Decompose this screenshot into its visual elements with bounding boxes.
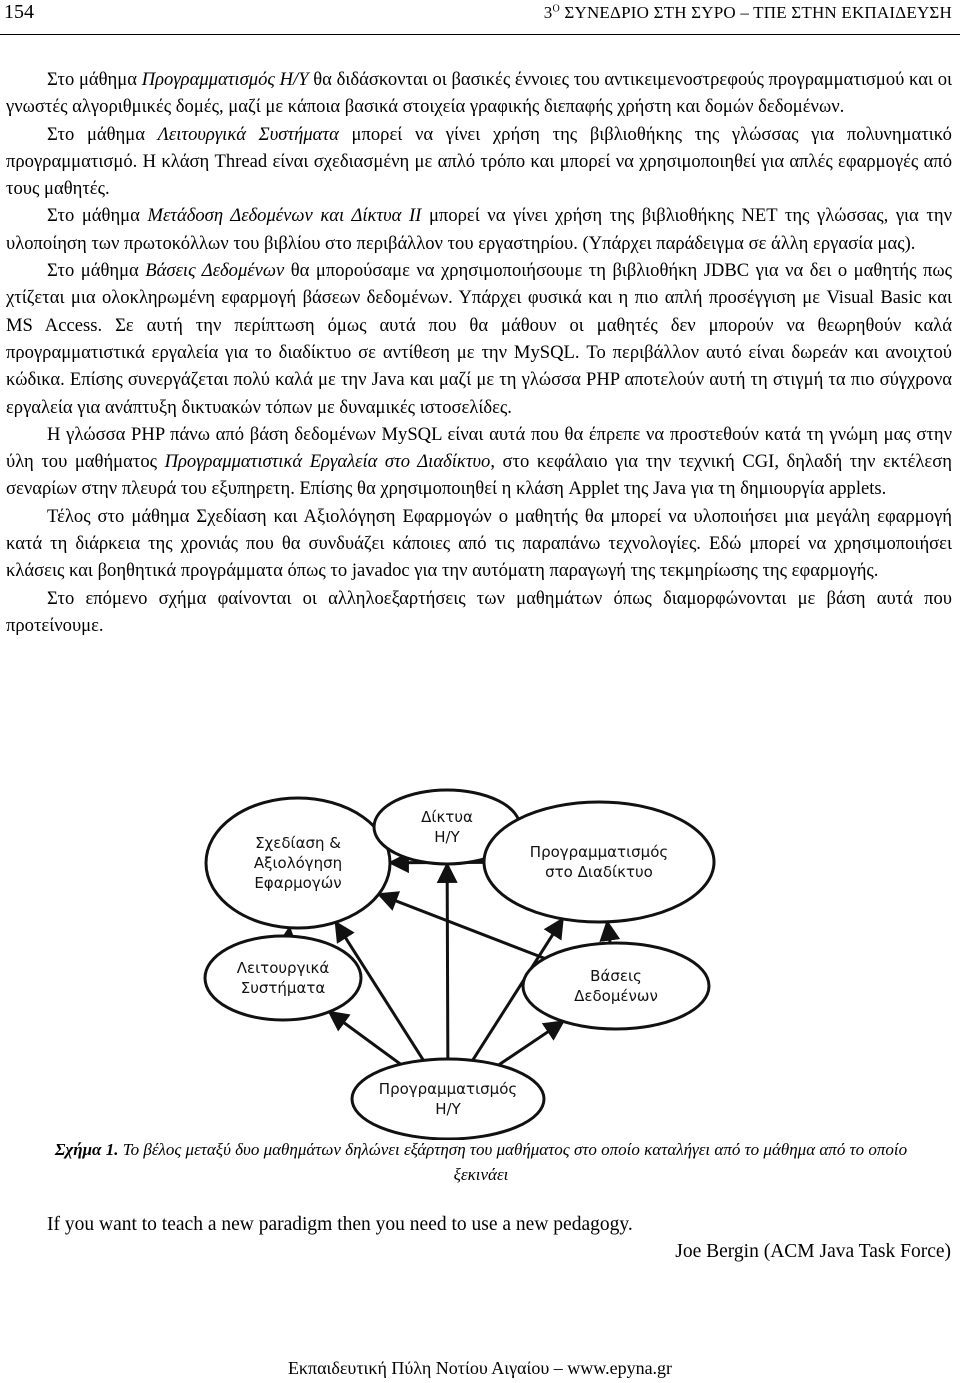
course-ellipse [484,802,714,922]
page-number: 154 [4,1,34,23]
course-name: Λειτουργικά Συστήματα [157,123,339,145]
epigraph-author: Joe Bergin (ACM Java Task Force) [675,1241,951,1262]
course-label: Προγραμματισμός [378,1080,518,1098]
course-ellipse [352,1059,544,1139]
diagram-svg [200,785,800,1140]
running-title-number: 3 [543,3,553,22]
course-label: Σχεδίαση & [255,834,341,852]
running-title-superscript: Ο [552,3,560,15]
paragraph-text: μπορεί να γίνει χρήση της βιβλιοθήκης NET της γλώσσας, για την υλοποίηση των πρωτοκόλλων του βιβλίου στο περιβάλλον του εργαστηρίου. (Υπάρχει παράδειγμα σε άλλη εργασία μας). [6,205,952,254]
running-header [0,0,960,35]
course-name: Μετάδοση Δεδομένων και Δίκτυα ΙΙ [147,205,422,227]
course-dependency-diagram [200,785,800,1140]
course-label: Λειτουργικά [236,959,330,977]
course-node-design [206,798,390,928]
paragraph-text: Η γλώσσα PHP πάνω από βάση δεδομένων MySQL είναι αυτά που θα έπρεπε να προστεθούν κατά τη γνώμη μας στην ύλη του μαθήματος [6,423,952,473]
course-label: Δεδομένων [574,987,658,1005]
course-ellipse [523,943,709,1029]
running-title-text: ΣΥΝΕΔΡΙΟ ΣΤΗ ΣΥΡΟ – ΤΠΕ ΣΤΗΝ ΕΚΠΑΙΔΕΥΣΗ [559,3,952,22]
course-node-os [205,936,361,1020]
course-name: Προγραμματιστικά Εργαλεία στο Διαδίκτυο [164,451,491,473]
paragraph-text: Στο επόμενο σχήμα φαίνονται οι αλληλοεξαρτήσεις των μαθημάτων όπως διαμορφώνονται με βάση αυτά που προτείνουμε. [6,587,952,636]
course-name: Προγραμματισμός Η/Υ [141,69,309,90]
course-label: Η/Υ [435,1100,461,1118]
paragraph-text: θα μπορούσαμε να χρησιμοποιήσουμε τη βιβλιοθήκη JDBC για να δει ο μαθητής πως χτίζεται μια ολοκληρωμένη εφαρμογή βάσεων δεδομένων. Υπάρχει φυσικά και η πιο απλή προσέγγιση με Visual Basic και MS Access. Σε αυτή την περίπτωση όμως αυτά που θα μάθουν οι μαθητές δεν μπορούν να θεωρηθούν καλά προγραμματιστικά εργαλεία για το διαδίκτυο σε αντίθεση με την MySQL. Το περιβάλλον αυτό είναι δωρεάν και ανοιχτού κώδικα. Επίσης συνεργάζεται πολύ καλά με την Java και μαζί με τη γλώσσα PHP αποτελούν αυτή τη στιγμή τα πιο σύγχρονα εργαλεία για ανάπτυξη δικτυακών τόπων με δυναμικές ιστοσελίδες. [6,260,952,418]
paragraph-text: θα διδάσκονται οι βασικές έννοιες του αντικειμενοστρεφούς προγραμματισμού και οι γνωστές αλγοριθμικές δομές, μαζί με κάποια βασικά στοιχεία γραφικής διεπαφής χρήστη και δομών δεδομένων. [6,69,952,118]
paragraph-text: , στο κεφάλαιο για την τεχνική CGI, δηλαδή την εκτέλεση σεναρίων στην πλευρά του εξυπηρετη. Επίσης θα χρησιμοποιηθεί η κλάση Applet της Java για τη δημιουργία applets. [6,451,952,500]
paragraph-text: μπορεί να γίνει χρήση της βιβλιοθήκης της γλώσσας για πολυνηματικό προγραμματισμό. Η κλάση Thread είναι σχεδιασμένη με απλό τρόπο και μπορεί να χρησιμοποιηθεί για απλές εφαρμογές από τους μαθητές. [6,123,952,200]
paragraph-text: Στο μάθημα [47,69,142,90]
course-label: Συστήματα [240,979,326,997]
running-title [544,3,952,23]
body-text [6,66,952,639]
course-node-db [523,943,709,1029]
figure-caption [26,1137,936,1187]
paragraph-text: Στο μάθημα [47,205,148,227]
course-label: Προγραμματισμός [529,843,669,861]
course-label: Η/Υ [434,828,460,846]
paragraph-figure-intro [6,585,952,640]
page-footer: Εκπαιδευτική Πύλη Νοτίου Αιγαίου – www.epyna.gr [287,1358,673,1378]
dependency-arrow-prog-to-db [499,1021,564,1065]
course-node-web [484,802,714,922]
paragraph-text: Στο μάθημα [47,260,146,282]
course-label: Δίκτυα [421,808,473,826]
course-label: στο Διαδίκτυο [545,863,653,881]
course-label: Βάσεις [590,967,642,985]
paragraph-php [6,421,952,503]
paragraph-operating-systems [6,121,952,203]
caption-text: Το βέλος μεταξύ δυο μαθημάτων δηλώνει εξάρτηση του μαθήματος στο οποίο καταλήγει από το μάθημα από το οποίο ξεκινάει [118,1140,908,1184]
paragraph-databases [6,257,952,421]
course-node-prog [352,1059,544,1139]
dependency-arrow-prog-to-os [329,1012,400,1064]
course-label: Αξιολόγηση [253,854,343,872]
paragraph-networks [6,202,952,257]
course-name: Βάσεις Δεδομένων [145,260,285,282]
paragraph-text: Τέλος στο μάθημα Σχεδίαση και Αξιολόγηση Εφαρμογών ο μαθητής θα μπορεί να υλοποιήσει μια μεγάλη εφαρμογή κατά τη διάρκεια της χρονιάς που θα συνδυάζει κάποιες από τις παραπάνω τεχνολογίες. Εδώ μπορεί να χρησιμοποιήσει κλάσεις και βοηθητικά προγράμματα όπως το javadoc για την αυτόματη παραγωγή της τεκμηρίωσης της εφαρμογής. [6,505,952,582]
course-ellipse [205,936,361,1020]
paragraph-text: Στο μάθημα [47,123,158,145]
paragraph-programming [6,66,952,121]
course-label: Εφαρμογών [254,874,342,892]
dependency-arrow-prog-to-networks [447,864,448,1059]
epigraph-quote: If you want to teach a new paradigm then you need to use a new pedagogy. [47,1214,633,1235]
paragraph-design [6,503,952,585]
caption-label: Σχήμα 1. [54,1140,119,1159]
nodes-layer [205,790,714,1139]
dependency-arrow-db-to-web [607,922,610,943]
